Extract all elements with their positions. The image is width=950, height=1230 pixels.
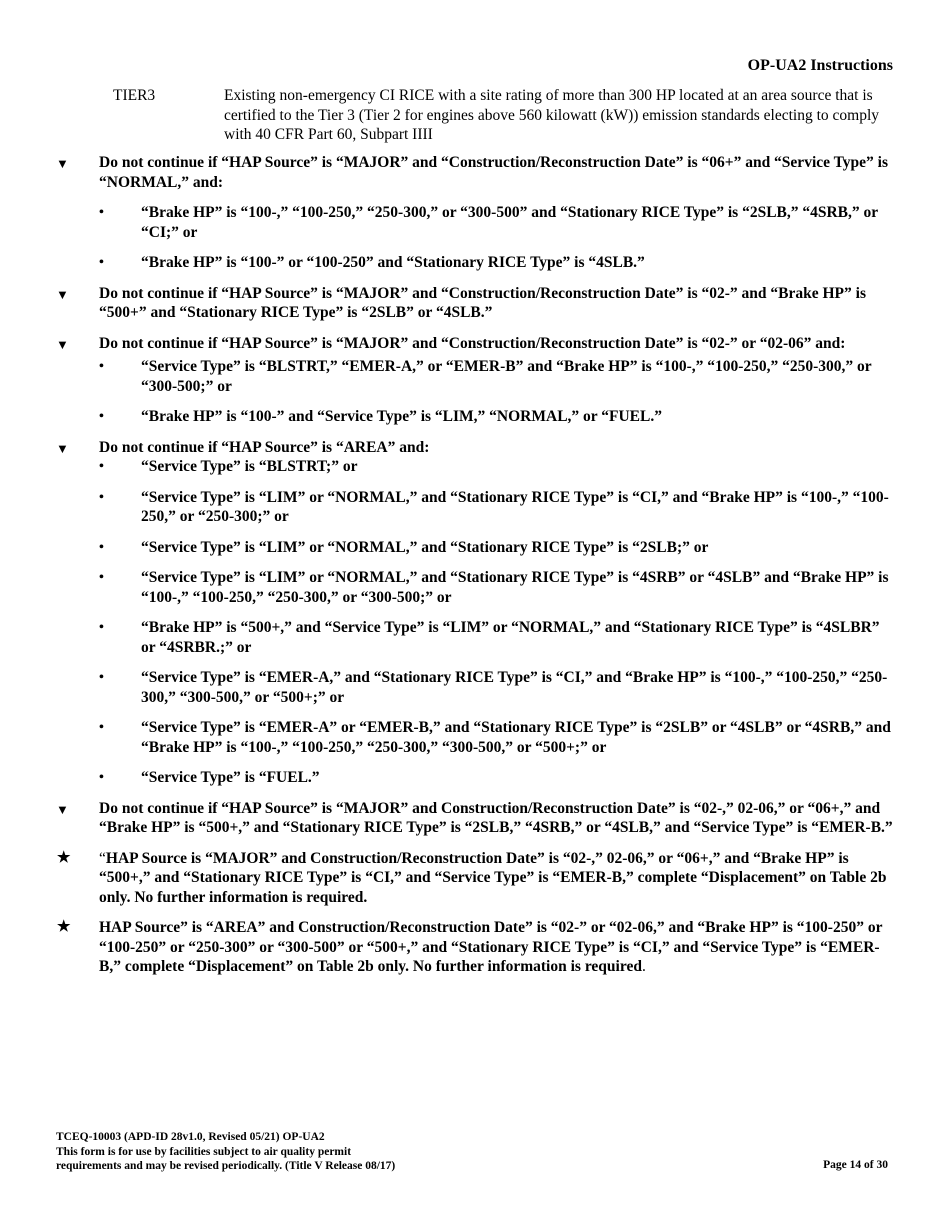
bullet-icon: • bbox=[99, 539, 104, 555]
list-item bbox=[56, 488, 896, 527]
note-text: HAP Source is “MAJOR” and Construction/Reconstruction Date” is “02-,” 02-06,” or “06+,” and “Brake HP” is “500+,” and “Stationary RICE Type” is “CI,” and “Service Type” is “EMER-B,” complete “Displacement” on Table 2b only. No further information is required. bbox=[99, 849, 887, 906]
bullet-text: “Service Type” is “LIM” or “NORMAL,” and “Stationary RICE Type” is “2SLB;” or bbox=[141, 538, 709, 556]
page-header-title: OP-UA2 Instructions bbox=[747, 57, 893, 74]
footer-line: TCEQ-10003 (APD-ID 28v1.0, Revised 05/21) OP-UA2 bbox=[56, 1131, 325, 1143]
list-item bbox=[56, 253, 896, 273]
bullet-icon: • bbox=[99, 409, 104, 424]
note-prefix: “ bbox=[99, 849, 106, 867]
bullet-text: “Service Type” is “BLSTRT,” “EMER-A,” or “EMER-B” and “Brake HP” is “100-,” “100-250,” “250-300,” or “300-500;” or bbox=[141, 358, 872, 395]
rule-item bbox=[56, 799, 896, 838]
star-icon: ★ bbox=[57, 849, 71, 866]
bullet-icon: • bbox=[99, 670, 104, 685]
rule-text: Do not continue if “HAP Source” is “MAJOR” and Construction/Reconstruction Date” is “02-,” 02-06,” or “06+,” and “Brake HP” is “500+,” and “Stationary RICE Type” is “2SLB,” “4SRB,” or “4SLB,” and “Service Type” is “EMER-B.” bbox=[99, 799, 893, 836]
note-text: HAP Source” is “AREA” and Construction/Reconstruction Date” is “02-” or “02-06,” and “Brake HP” is “100-250” or “100-250” or “250-300” or “300-500” or “500+,” and “Stationary RICE Type” is “CI,” and “Service Type” is “EMER-B,” complete “Displacement” on Table 2b only. No further information is required bbox=[99, 919, 883, 975]
triangle-down-icon: ▼ bbox=[56, 156, 69, 171]
list-item bbox=[56, 357, 896, 396]
bullet-icon: • bbox=[99, 205, 104, 220]
bullet-icon: • bbox=[99, 489, 104, 505]
bullet-text: “Brake HP” is “100-,” “100-250,” “250-300,” or “300-500” and “Stationary RICE Type” is “2SLB,” “4SRB,” or “CI;” or bbox=[141, 204, 878, 241]
tier-code: TIER3 bbox=[113, 87, 156, 104]
bullet-icon: • bbox=[99, 570, 104, 585]
note-item bbox=[56, 918, 896, 977]
bullet-text: “Brake HP” is “100-” and “Service Type” is “LIM,” “NORMAL,” or “FUEL.” bbox=[141, 408, 662, 425]
list-item bbox=[56, 668, 896, 707]
rule-item bbox=[56, 334, 896, 354]
triangle-down-icon: ▼ bbox=[56, 336, 69, 352]
bullet-text: “Brake HP” is “100-” or “100-250” and “Stationary RICE Type” is “4SLB.” bbox=[141, 254, 645, 271]
list-item bbox=[56, 568, 896, 607]
triangle-down-icon: ▼ bbox=[56, 801, 69, 817]
rule-item bbox=[56, 153, 896, 192]
bullet-text: “Service Type” is “BLSTRT;” or bbox=[141, 458, 358, 475]
bullet-icon: • bbox=[99, 770, 104, 785]
list-item bbox=[56, 457, 896, 477]
footer-line: requirements and may be revised periodically. (Title V Release 08/17) bbox=[56, 1160, 396, 1172]
footer-line: This form is for use by facilities subject to air quality permit bbox=[56, 1145, 352, 1158]
triangle-down-icon: ▼ bbox=[56, 286, 69, 302]
rule-text: Do not continue if “HAP Source” is “MAJOR” and “Construction/Reconstruction Date” is “02-” or “02-06” and: bbox=[99, 334, 846, 352]
bullet-icon: • bbox=[99, 720, 104, 735]
bullet-text: “Service Type” is “EMER-A,” and “Stationary RICE Type” is “CI,” and “Brake HP” is “100-,” “100-250,” “250-300,” “300-500,” or “500+;” or bbox=[141, 669, 888, 706]
list-item bbox=[56, 718, 896, 757]
list-item bbox=[56, 407, 896, 427]
list-item bbox=[56, 618, 896, 657]
bullet-text: “Service Type” is “EMER-A” or “EMER-B,” and “Stationary RICE Type” is “2SLB” or “4SLB” or “4SRB,” and “Brake HP” is “100-,” “100-250,” “250-300,” “300-500,” or “500+;” or bbox=[141, 719, 891, 756]
bullet-text: “Service Type” is “FUEL.” bbox=[141, 769, 320, 786]
bullet-icon: • bbox=[99, 359, 104, 374]
tier-description: Existing non-emergency CI RICE with a site rating of more than 300 HP located at an area source that is certified to the Tier 3 (Tier 2 for engines above 560 kilowatt (kW)) emission standards electing to comply with 40 CFR Part 60, Subpart IIII bbox=[224, 87, 880, 143]
bullet-text: “Service Type” is “LIM” or “NORMAL,” and “Stationary RICE Type” is “CI,” and “Brake HP” is “100-,” “100-250,” or “250-300;” or bbox=[141, 488, 889, 525]
footer-form-info bbox=[56, 1130, 395, 1174]
bullet-text: “Brake HP” is “500+,” and “Service Type” is “LIM” or “NORMAL,” and “Stationary RICE Type” is “4SLBR” or “4SRBR.;” or bbox=[141, 619, 880, 656]
note-suffix: . bbox=[641, 958, 646, 975]
rule-text: Do not continue if “HAP Source” is “MAJOR” and “Construction/Reconstruction Date” is “02-” and “Brake HP” is “500+” and “Stationary RICE Type” is “2SLB” or “4SLB.” bbox=[99, 284, 866, 321]
bullet-icon: • bbox=[99, 620, 104, 635]
rule-item bbox=[56, 438, 896, 458]
list-item bbox=[56, 203, 896, 242]
note-item bbox=[56, 849, 896, 908]
rule-text: Do not continue if “HAP Source” is “MAJOR” and “Construction/Reconstruction Date” is “06+” and “Service Type” is “NORMAL,” and: bbox=[99, 154, 889, 191]
list-item bbox=[56, 538, 896, 558]
rule-text: Do not continue if “HAP Source” is “AREA” and: bbox=[99, 438, 430, 456]
rule-item bbox=[56, 284, 896, 323]
bullet-text: “Service Type” is “LIM” or “NORMAL,” and “Stationary RICE Type” is “4SRB” or “4SLB” and “Brake HP” is “100-,” “100-250,” “250-300,” or “300-500;” or bbox=[141, 569, 889, 606]
instructions-body bbox=[56, 153, 896, 988]
list-item bbox=[56, 768, 896, 788]
star-icon: ★ bbox=[57, 919, 71, 935]
bullet-icon: • bbox=[99, 255, 104, 270]
triangle-down-icon: ▼ bbox=[56, 440, 69, 456]
page-number: Page 14 of 30 bbox=[823, 1159, 888, 1171]
bullet-icon: • bbox=[99, 459, 104, 474]
